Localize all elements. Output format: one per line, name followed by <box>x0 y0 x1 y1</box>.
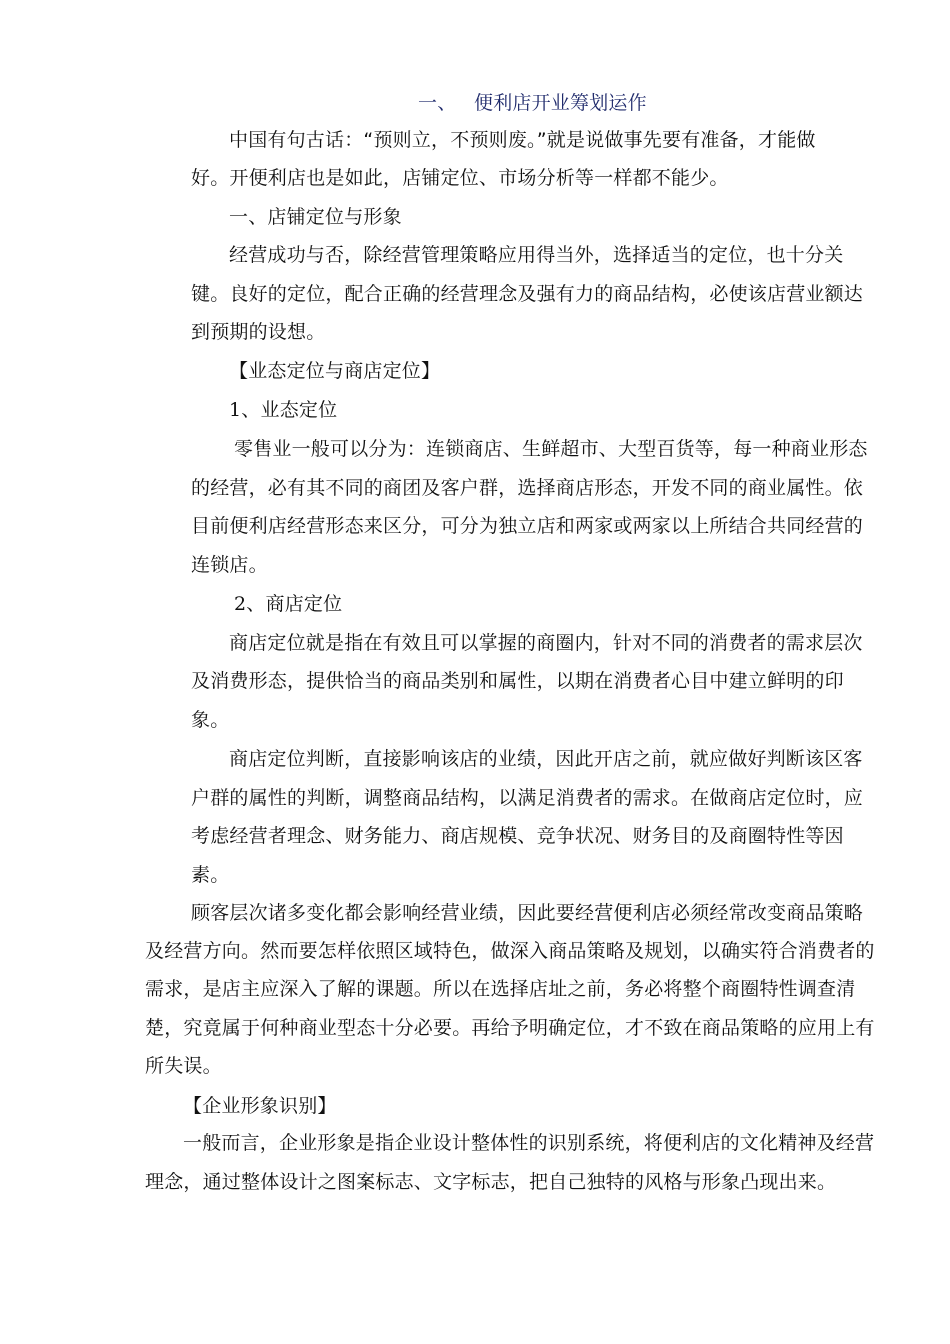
paragraph-line: 楚，究竟属于何种商业型态十分必要。再给予明确定位，才不致在商品策略的应用上有 <box>145 1017 875 1039</box>
paragraph-line: 中国有句古话：“预则立，不预则废。”就是说做事先要有准备，才能做 <box>229 129 816 151</box>
paragraph-line: 连锁店。 <box>191 554 268 576</box>
bracket-heading: 【业态定位与商店定位】 <box>229 360 441 382</box>
paragraph-line: 理念，通过整体设计之图案标志、文字标志，把自己独特的风格与形象凸现出来。 <box>145 1171 837 1193</box>
numbered-heading: 2、商店定位 <box>234 593 343 615</box>
section-number: 一、 <box>418 92 457 114</box>
paragraph-line: 及消费形态，提供恰当的商品类别和属性，以期在消费者心目中建立鲜明的印 <box>191 670 844 692</box>
paragraph-line: 户群的属性的判断，调整商品结构，以满足消费者的需求。在做商店定位时，应 <box>191 787 864 809</box>
paragraph-line: 的经营，必有其不同的商团及客户群，选择商店形态，开发不同的商业属性。依 <box>191 477 864 499</box>
paragraph-line: 一般而言，企业形象是指企业设计整体性的识别系统，将便利店的文化精神及经营 <box>183 1132 875 1154</box>
paragraph-line: 及经营方向。然而要怎样依照区域特色，做深入商品策略及规划，以确实符合消费者的 <box>145 940 875 962</box>
paragraph-line: 到预期的设想。 <box>191 321 326 343</box>
paragraph-line: 目前便利店经营形态来区分，可分为独立店和两家或两家以上所结合共同经营的 <box>191 515 864 537</box>
paragraph-line: 素。 <box>191 864 230 886</box>
subsection-heading: 一、店铺定位与形象 <box>229 206 402 228</box>
paragraph-line: 键。良好的定位，配合正确的经营理念及强有力的商品结构，必使该店营业额达 <box>191 283 864 305</box>
bracket-heading: 【企业形象识别】 <box>183 1095 337 1117</box>
paragraph-line: 考虑经营者理念、财务能力、商店规模、竞争状况、财务目的及商圈特性等因 <box>191 825 844 847</box>
paragraph-line: 顾客层次诸多变化都会影响经营业绩，因此要经营便利店必须经常改变商品策略 <box>191 902 864 924</box>
numbered-heading: 1、业态定位 <box>229 399 338 421</box>
paragraph-line: 需求，是店主应深入了解的课题。所以在选择店址之前，务必将整个商圈特性调查清 <box>145 978 856 1000</box>
paragraph-line: 象。 <box>191 709 230 731</box>
paragraph-line: 经营成功与否，除经营管理策略应用得当外，选择适当的定位，也十分关 <box>229 244 844 266</box>
paragraph-line: 所失误。 <box>145 1055 222 1077</box>
paragraph-line: 好。开便利店也是如此，店铺定位、市场分析等一样都不能少。 <box>191 167 729 189</box>
paragraph-line: 商店定位就是指在有效且可以掌握的商圈内，针对不同的消费者的需求层次 <box>229 632 863 654</box>
paragraph-line: 零售业一般可以分为：连锁商店、生鲜超市、大型百货等，每一种商业形态 <box>234 438 868 460</box>
paragraph-line: 商店定位判断，直接影响该店的业绩，因此开店之前，就应做好判断该区客 <box>229 748 863 770</box>
section-heading <box>418 91 647 115</box>
section-title: 便利店开业筹划运作 <box>474 92 647 114</box>
